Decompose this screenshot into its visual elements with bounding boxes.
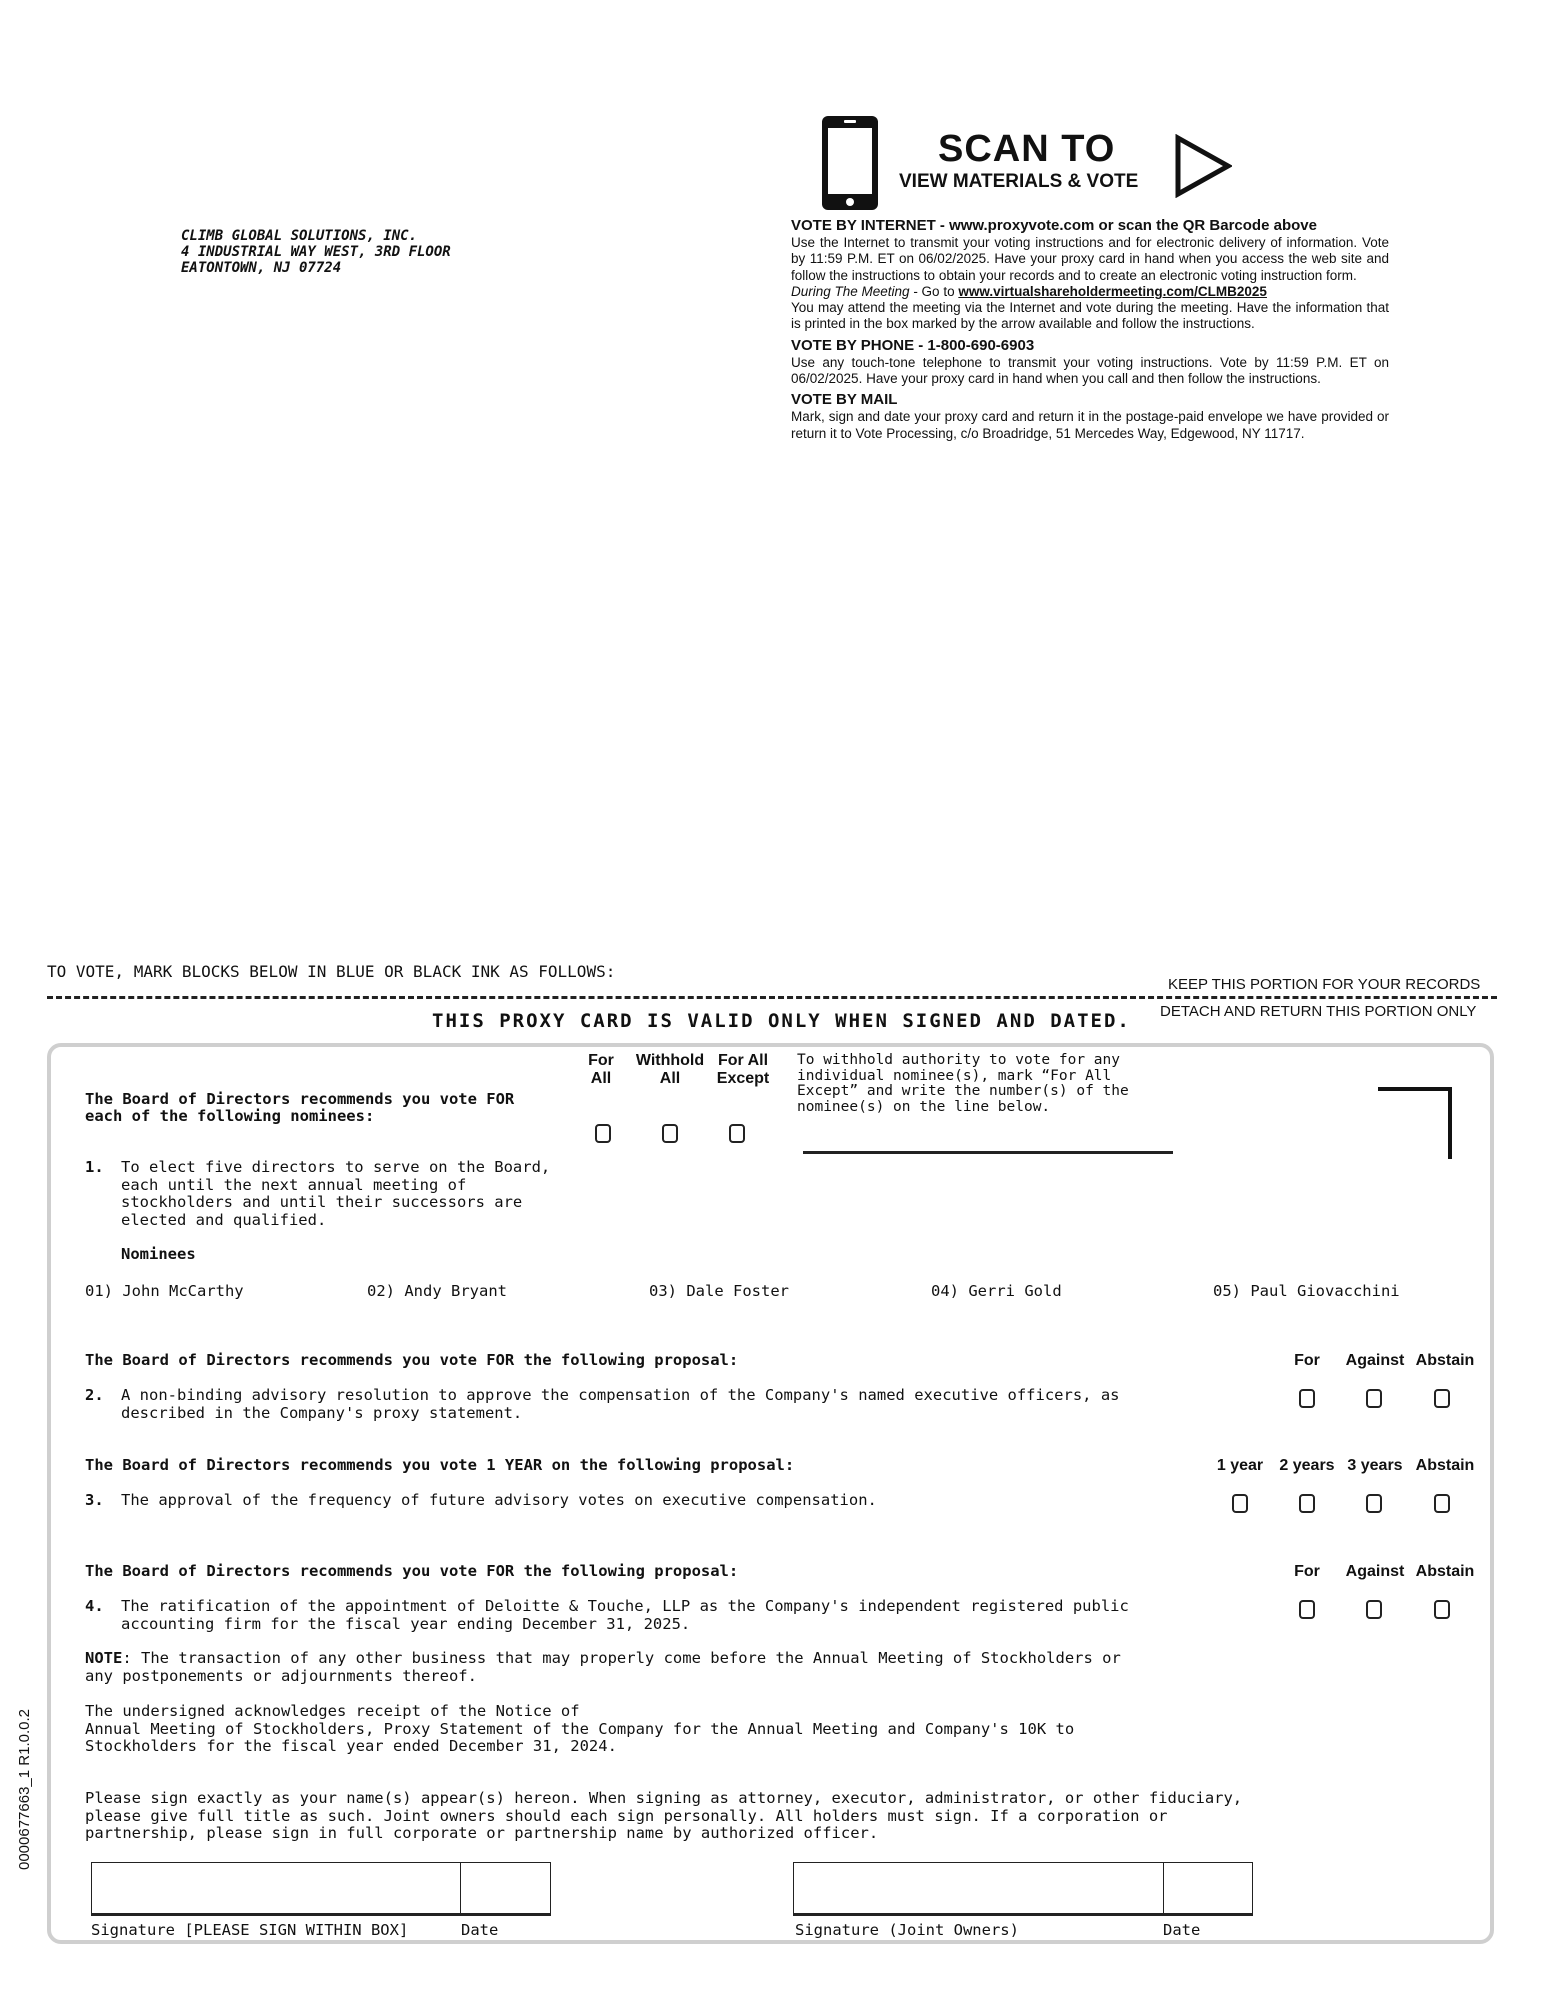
signature-label-2: Signature (Joint Owners) — [795, 1921, 1019, 1939]
p3-col-abstain: Abstain — [1415, 1457, 1475, 1474]
p3-checkbox-3-years[interactable] — [1366, 1494, 1382, 1513]
p3-col-3-years: 3 years — [1347, 1457, 1403, 1474]
p2-text: A non-binding advisory resolution to approve the compensation of the Company's named executive officers, as described in the Company's proxy statement. — [121, 1386, 1120, 1422]
nominee-03: 03) Dale Foster — [649, 1282, 789, 1300]
p2-checkbox-for[interactable] — [1299, 1389, 1315, 1408]
p4-col-against: Against — [1345, 1563, 1405, 1580]
nominee-04: 04) Gerri Gold — [931, 1282, 1062, 1300]
nominee-02: 02) Andy Bryant — [367, 1282, 507, 1300]
signature-label-1: Signature [PLEASE SIGN WITHIN BOX] — [91, 1921, 409, 1939]
p2-col-for: For — [1294, 1352, 1320, 1369]
vote-phone-body: Use any touch-tone telephone to transmit your voting instructions. Vote by 11:59 P.M. ET on 06/02/2025. Have your proxy card in hand when you call and then follow the instructions. — [791, 354, 1389, 387]
except-nominee-line[interactable] — [803, 1151, 1173, 1154]
date-label-1: Date — [461, 1921, 499, 1939]
meeting-url-link[interactable]: www.virtualshareholdermeeting.com/CLMB2025 — [958, 283, 1267, 299]
p3-recommend: The Board of Directors recommends you vote 1 YEAR on the following proposal: — [85, 1456, 795, 1474]
mark-instruction: TO VOTE, MARK BLOCKS BELOW IN BLUE OR BLACK INK AS FOLLOWS: — [47, 962, 616, 981]
note: NOTE: The transaction of any other business that may properly come before the Annual Meeting of Stockholders or any postponements or adjournments thereof. — [85, 1649, 1121, 1685]
p2-checkbox-abstain[interactable] — [1434, 1389, 1450, 1408]
meeting-line: During The Meeting - Go to www.virtualshareholdermeeting.com/CLMB2025 — [791, 283, 1267, 299]
vote-mail-body: Mark, sign and date your proxy card and return it in the postage-paid envelope we have provided or return it to Vote Processing, c/o Broadridge, 51 Mercedes Way, Edgewood, NY 11717. — [791, 409, 1389, 441]
checkbox-withhold-all[interactable] — [662, 1124, 678, 1143]
vote-internet-heading: VOTE BY INTERNET - www.proxyvote.com or scan the QR Barcode above — [791, 217, 1317, 234]
col-for-all: For All — [588, 1052, 614, 1087]
p3-checkbox-abstain[interactable] — [1434, 1494, 1450, 1513]
p4-text: The ratification of the appointment of Deloitte & Touche, LLP as the Company's independent registered public accounting firm for the fiscal year ending December 31, 2025. — [121, 1597, 1129, 1633]
checkbox-for-all[interactable] — [595, 1124, 611, 1143]
signature-date-divider-1 — [460, 1862, 461, 1914]
p3-number: 3. — [85, 1491, 104, 1509]
p1-text: To elect five directors to serve on the Board, each until the next annual meeting of stockholders and until their successors are elected and qualified. — [121, 1158, 551, 1229]
p3-text: The approval of the frequency of future advisory votes on executive compensation. — [121, 1491, 877, 1509]
vote-instructions — [791, 216, 1389, 442]
sign-instructions: Please sign exactly as your name(s) appear(s) hereon. When signing as attorney, executor, administrator, or other fiduciary, please give full title as such. Joint owners should each sign personally. All holders must sign. If a corporation or partnership, please sign in full corporate or partnership name by authorized officer. — [85, 1789, 1243, 1842]
col-for-all-except: For All Except — [716, 1052, 770, 1087]
play-arrow-icon — [1174, 134, 1232, 198]
smartphone-icon — [820, 114, 880, 212]
checkbox-for-all-except[interactable] — [729, 1124, 745, 1143]
vote-phone-heading: VOTE BY PHONE - 1-800-690-6903 — [791, 336, 1035, 354]
p4-recommend: The Board of Directors recommends you vote FOR the following proposal: — [85, 1562, 739, 1580]
p4-col-for: For — [1294, 1563, 1320, 1580]
vote-internet-body: Use the Internet to transmit your voting instructions and for electronic delivery of information. Vote by 11:59 P.M. ET on 06/02/2025. Have your proxy card in hand when you access the web site and follow the instructions to obtain your records and to create an electronic voting instruction form. — [791, 235, 1389, 283]
valid-notice: THIS PROXY CARD IS VALID ONLY WHEN SIGNED AND DATED. — [432, 1010, 1131, 1032]
meeting-body: You may attend the meeting via the Internet and vote during the meeting. Have the information that is printed in the box marked by the arrow available and follow the instructions. — [791, 300, 1389, 332]
col-withhold-all: Withhold All — [635, 1052, 705, 1087]
form-id: 0000677663_1 R1.0.0.2 — [16, 1709, 33, 1870]
signature-box-1[interactable] — [91, 1862, 551, 1916]
detach-line — [47, 996, 1497, 999]
p3-col-1-year: 1 year — [1216, 1457, 1264, 1474]
company-name: CLIMB GLOBAL SOLUTIONS, INC. — [181, 228, 418, 244]
address-line-2: EATONTOWN, NJ 07724 — [181, 260, 342, 276]
scan-subtitle: VIEW MATERIALS & VOTE — [899, 171, 1139, 192]
p3-checkbox-1-year[interactable] — [1232, 1494, 1248, 1513]
p2-col-abstain: Abstain — [1415, 1352, 1475, 1369]
p3-checkbox-2-years[interactable] — [1299, 1494, 1315, 1513]
corner-mark — [1378, 1087, 1452, 1159]
keep-portion-label: KEEP THIS PORTION FOR YOUR RECORDS — [1168, 976, 1481, 993]
p2-col-against: Against — [1345, 1352, 1405, 1369]
detach-label: DETACH AND RETURN THIS PORTION ONLY — [1160, 1003, 1477, 1020]
nominee-01: 01) John McCarthy — [85, 1282, 244, 1300]
acknowledgement: The undersigned acknowledges receipt of the Notice of Annual Meeting of Stockholders, Proxy Statement of the Company for the Annual Meeting and Company's 10K to Stockholders for the fiscal year ended December 31, 2024. — [85, 1702, 1075, 1755]
signature-box-2[interactable] — [793, 1862, 1253, 1916]
p4-checkbox-abstain[interactable] — [1434, 1600, 1450, 1619]
p1-recommend-2: each of the following nominees: — [85, 1107, 375, 1125]
p1-recommend-1: The Board of Directors recommends you vote FOR — [85, 1090, 515, 1108]
nominees-label: Nominees — [121, 1245, 196, 1263]
p3-col-2-years: 2 years — [1279, 1457, 1335, 1474]
p4-number: 4. — [85, 1597, 104, 1615]
scan-title: SCAN TO — [938, 128, 1116, 170]
nominee-05: 05) Paul Giovacchini — [1213, 1282, 1400, 1300]
p4-checkbox-against[interactable] — [1366, 1600, 1382, 1619]
withhold-note: To withhold authority to vote for any individual nominee(s), mark “For All Except” and write the number(s) of the nominee(s) on the line below. — [797, 1052, 1129, 1115]
p2-checkbox-against[interactable] — [1366, 1389, 1382, 1408]
company-address — [181, 228, 451, 276]
p2-recommend: The Board of Directors recommends you vote FOR the following proposal: — [85, 1351, 739, 1369]
p2-number: 2. — [85, 1386, 104, 1404]
p4-checkbox-for[interactable] — [1299, 1600, 1315, 1619]
signature-date-divider-2 — [1163, 1862, 1164, 1914]
p1-number: 1. — [85, 1158, 104, 1176]
address-line-1: 4 INDUSTRIAL WAY WEST, 3RD FLOOR — [181, 244, 451, 260]
date-label-2: Date — [1163, 1921, 1201, 1939]
vote-mail-heading: VOTE BY MAIL — [791, 391, 898, 409]
p4-col-abstain: Abstain — [1415, 1563, 1475, 1580]
